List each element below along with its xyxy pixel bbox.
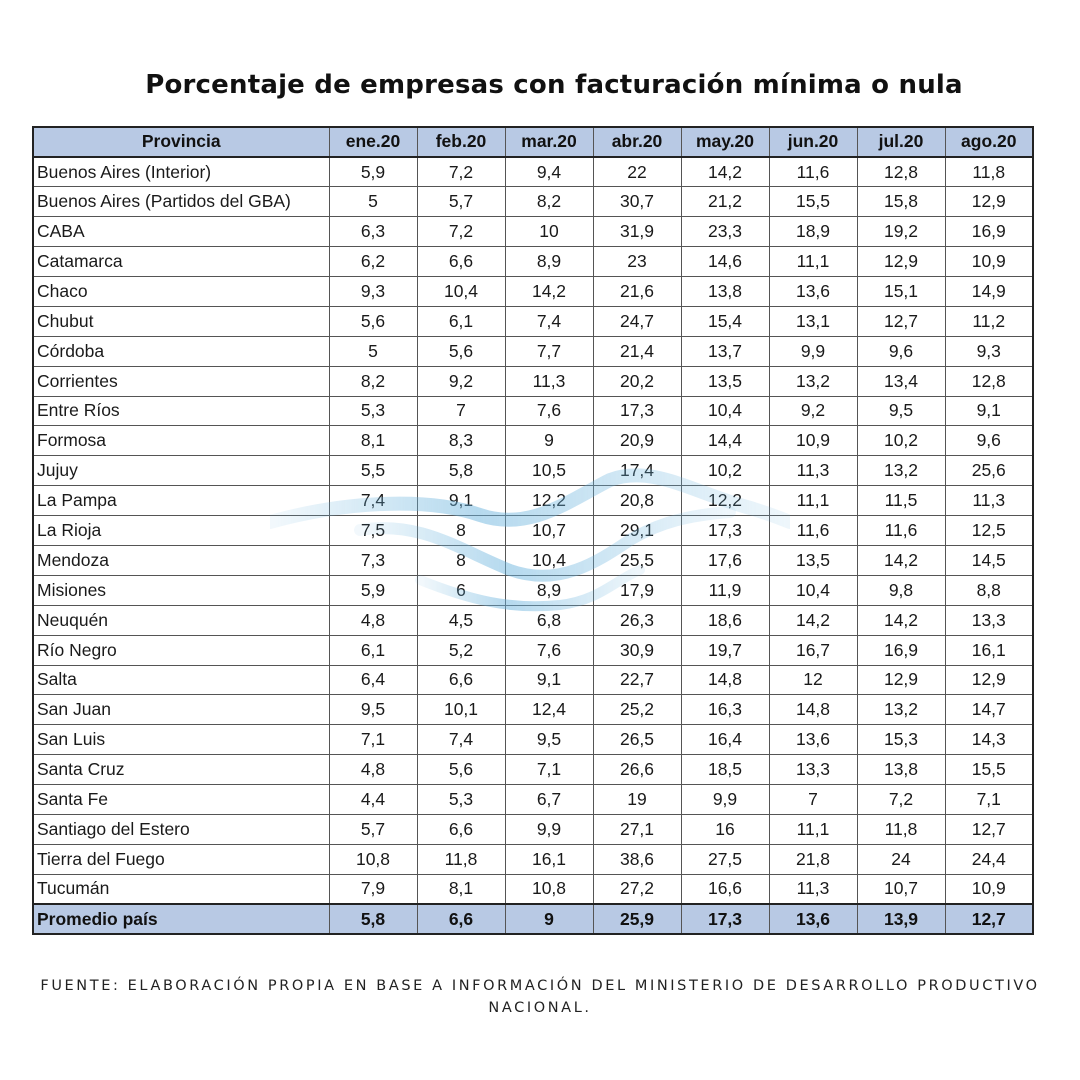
value-cell: 6,1: [417, 306, 505, 336]
value-cell: 9,3: [945, 336, 1033, 366]
value-cell: 18,9: [769, 217, 857, 247]
value-cell: 26,6: [593, 755, 681, 785]
province-cell: Córdoba: [33, 336, 329, 366]
province-cell: Entre Ríos: [33, 396, 329, 426]
value-cell: 5,8: [329, 904, 417, 934]
value-cell: 12,2: [505, 486, 593, 516]
value-cell: 14,6: [681, 247, 769, 277]
value-cell: 11,1: [769, 247, 857, 277]
value-cell: 15,3: [857, 725, 945, 755]
value-cell: 7,2: [417, 217, 505, 247]
value-cell: 12,8: [857, 157, 945, 187]
value-cell: 10,4: [417, 276, 505, 306]
value-cell: 15,4: [681, 306, 769, 336]
value-cell: 16,9: [857, 635, 945, 665]
value-cell: 7,7: [505, 336, 593, 366]
column-header-month: jun.20: [769, 127, 857, 157]
value-cell: 10,2: [857, 426, 945, 456]
value-cell: 13,5: [769, 545, 857, 575]
value-cell: 27,2: [593, 874, 681, 904]
province-cell: San Juan: [33, 695, 329, 725]
value-cell: 12,9: [857, 247, 945, 277]
value-cell: 13,6: [769, 276, 857, 306]
value-cell: 9,9: [505, 814, 593, 844]
province-cell: La Pampa: [33, 486, 329, 516]
value-cell: 25,6: [945, 456, 1033, 486]
value-cell: 29,1: [593, 516, 681, 546]
value-cell: 12,2: [681, 486, 769, 516]
value-cell: 12,7: [945, 904, 1033, 934]
value-cell: 12,9: [857, 665, 945, 695]
value-cell: 10: [505, 217, 593, 247]
value-cell: 26,3: [593, 605, 681, 635]
column-header-provincia: Provincia: [33, 127, 329, 157]
table-row: [33, 755, 1033, 785]
value-cell: 22: [593, 157, 681, 187]
value-cell: 7,4: [329, 486, 417, 516]
value-cell: 10,9: [769, 426, 857, 456]
value-cell: 12,7: [945, 814, 1033, 844]
value-cell: 9,1: [505, 665, 593, 695]
value-cell: 14,2: [681, 157, 769, 187]
table-row: [33, 426, 1033, 456]
value-cell: 7,5: [329, 516, 417, 546]
value-cell: 30,7: [593, 187, 681, 217]
value-cell: 16,4: [681, 725, 769, 755]
value-cell: 17,3: [681, 516, 769, 546]
value-cell: 13,7: [681, 336, 769, 366]
value-cell: 8,2: [329, 366, 417, 396]
table-row: [33, 665, 1033, 695]
value-cell: 11,3: [945, 486, 1033, 516]
value-cell: 7,2: [857, 785, 945, 815]
value-cell: 10,9: [945, 874, 1033, 904]
table-row: [33, 635, 1033, 665]
value-cell: 5,6: [329, 306, 417, 336]
table-row: [33, 844, 1033, 874]
value-cell: 6,6: [417, 247, 505, 277]
value-cell: 26,5: [593, 725, 681, 755]
table-row: [33, 605, 1033, 635]
value-cell: 12,9: [945, 187, 1033, 217]
value-cell: 11,6: [857, 516, 945, 546]
value-cell: 9,5: [857, 396, 945, 426]
value-cell: 25,2: [593, 695, 681, 725]
value-cell: 6,1: [329, 635, 417, 665]
value-cell: 5,3: [329, 396, 417, 426]
value-cell: 11,3: [769, 456, 857, 486]
value-cell: 6,7: [505, 785, 593, 815]
value-cell: 7,2: [417, 157, 505, 187]
province-cell: Río Negro: [33, 635, 329, 665]
province-cell: Buenos Aires (Interior): [33, 157, 329, 187]
value-cell: 38,6: [593, 844, 681, 874]
value-cell: 25,5: [593, 545, 681, 575]
value-cell: 11,1: [769, 486, 857, 516]
value-cell: 19,2: [857, 217, 945, 247]
value-cell: 13,2: [769, 366, 857, 396]
province-cell: Corrientes: [33, 366, 329, 396]
value-cell: 13,3: [945, 605, 1033, 635]
value-cell: 12,5: [945, 516, 1033, 546]
source-note: FUENTE: ELABORACIÓN PROPIA EN BASE A INFORMACIÓN DEL MINISTERIO DE DESARROLLO PRODUCTIVO NACIONAL.: [40, 978, 1040, 1016]
value-cell: 7,1: [945, 785, 1033, 815]
value-cell: 16,3: [681, 695, 769, 725]
value-cell: 5,9: [329, 157, 417, 187]
value-cell: 7,1: [505, 755, 593, 785]
value-cell: 16: [681, 814, 769, 844]
value-cell: 4,4: [329, 785, 417, 815]
table-row: [33, 874, 1033, 904]
value-cell: 9,6: [857, 336, 945, 366]
table-row: [33, 725, 1033, 755]
value-cell: 17,4: [593, 456, 681, 486]
value-cell: 10,7: [505, 516, 593, 546]
value-cell: 21,2: [681, 187, 769, 217]
value-cell: 20,9: [593, 426, 681, 456]
value-cell: 13,6: [769, 904, 857, 934]
value-cell: 15,5: [945, 755, 1033, 785]
value-cell: 16,6: [681, 874, 769, 904]
value-cell: 5,3: [417, 785, 505, 815]
column-header-month: may.20: [681, 127, 769, 157]
value-cell: 24,7: [593, 306, 681, 336]
value-cell: 14,8: [681, 665, 769, 695]
province-cell: Chaco: [33, 276, 329, 306]
province-cell: San Luis: [33, 725, 329, 755]
value-cell: 11,8: [417, 844, 505, 874]
column-header-month: abr.20: [593, 127, 681, 157]
province-cell: Santa Fe: [33, 785, 329, 815]
value-cell: 9,9: [681, 785, 769, 815]
province-cell: Buenos Aires (Partidos del GBA): [33, 187, 329, 217]
value-cell: 8: [417, 545, 505, 575]
value-cell: 8: [417, 516, 505, 546]
value-cell: 5,6: [417, 336, 505, 366]
value-cell: 4,8: [329, 755, 417, 785]
table-row: [33, 336, 1033, 366]
value-cell: 31,9: [593, 217, 681, 247]
value-cell: 9,1: [945, 396, 1033, 426]
province-cell: Tierra del Fuego: [33, 844, 329, 874]
value-cell: 5,2: [417, 635, 505, 665]
table-row: [33, 217, 1033, 247]
value-cell: 14,7: [945, 695, 1033, 725]
value-cell: 11,3: [505, 366, 593, 396]
value-cell: 10,7: [857, 874, 945, 904]
value-cell: 17,3: [681, 904, 769, 934]
column-header-month: ene.20: [329, 127, 417, 157]
table-row: [33, 396, 1033, 426]
value-cell: 5,7: [329, 814, 417, 844]
value-cell: 7: [769, 785, 857, 815]
value-cell: 16,7: [769, 635, 857, 665]
value-cell: 13,6: [769, 725, 857, 755]
column-header-month: mar.20: [505, 127, 593, 157]
value-cell: 9,5: [329, 695, 417, 725]
column-header-month: feb.20: [417, 127, 505, 157]
value-cell: 4,5: [417, 605, 505, 635]
value-cell: 14,2: [857, 545, 945, 575]
province-cell: Jujuy: [33, 456, 329, 486]
value-cell: 14,2: [857, 605, 945, 635]
value-cell: 21,4: [593, 336, 681, 366]
value-cell: 27,1: [593, 814, 681, 844]
value-cell: 5,6: [417, 755, 505, 785]
data-table: [32, 126, 1034, 935]
column-header-month: ago.20: [945, 127, 1033, 157]
value-cell: 9,2: [769, 396, 857, 426]
column-header-month: jul.20: [857, 127, 945, 157]
value-cell: 9,4: [505, 157, 593, 187]
value-cell: 12,7: [857, 306, 945, 336]
value-cell: 10,4: [505, 545, 593, 575]
value-cell: 10,1: [417, 695, 505, 725]
table-body: [33, 157, 1033, 934]
value-cell: 15,8: [857, 187, 945, 217]
value-cell: 8,2: [505, 187, 593, 217]
value-cell: 9,6: [945, 426, 1033, 456]
value-cell: 7,6: [505, 396, 593, 426]
province-cell: Tucumán: [33, 874, 329, 904]
value-cell: 11,3: [769, 874, 857, 904]
value-cell: 6,2: [329, 247, 417, 277]
table-row: [33, 545, 1033, 575]
value-cell: 9,1: [417, 486, 505, 516]
value-cell: 24,4: [945, 844, 1033, 874]
value-cell: 16,1: [945, 635, 1033, 665]
value-cell: 5: [329, 187, 417, 217]
value-cell: 9,8: [857, 575, 945, 605]
value-cell: 10,2: [681, 456, 769, 486]
value-cell: 5,9: [329, 575, 417, 605]
value-cell: 11,6: [769, 157, 857, 187]
province-cell: Santiago del Estero: [33, 814, 329, 844]
value-cell: 11,6: [769, 516, 857, 546]
value-cell: 8,1: [417, 874, 505, 904]
value-cell: 14,8: [769, 695, 857, 725]
value-cell: 11,5: [857, 486, 945, 516]
value-cell: 30,9: [593, 635, 681, 665]
table-row: [33, 187, 1033, 217]
table-row: [33, 456, 1033, 486]
value-cell: 20,2: [593, 366, 681, 396]
table-header-row: [33, 127, 1033, 157]
province-cell: Catamarca: [33, 247, 329, 277]
table-row: [33, 306, 1033, 336]
value-cell: 11,9: [681, 575, 769, 605]
value-cell: 6,6: [417, 814, 505, 844]
value-cell: 12,9: [945, 665, 1033, 695]
value-cell: 8,9: [505, 247, 593, 277]
value-cell: 10,8: [505, 874, 593, 904]
table-row: [33, 247, 1033, 277]
value-cell: 14,5: [945, 545, 1033, 575]
value-cell: 12,4: [505, 695, 593, 725]
value-cell: 17,9: [593, 575, 681, 605]
value-cell: 11,8: [945, 157, 1033, 187]
value-cell: 24: [857, 844, 945, 874]
value-cell: 7,1: [329, 725, 417, 755]
value-cell: 14,3: [945, 725, 1033, 755]
value-cell: 6,6: [417, 904, 505, 934]
value-cell: 23,3: [681, 217, 769, 247]
table-row: [33, 814, 1033, 844]
value-cell: 7,4: [417, 725, 505, 755]
value-cell: 8,9: [505, 575, 593, 605]
value-cell: 13,2: [857, 695, 945, 725]
value-cell: 13,3: [769, 755, 857, 785]
value-cell: 6,6: [417, 665, 505, 695]
value-cell: 5: [329, 336, 417, 366]
table-row: [33, 157, 1033, 187]
value-cell: 20,8: [593, 486, 681, 516]
value-cell: 18,5: [681, 755, 769, 785]
value-cell: 10,4: [769, 575, 857, 605]
value-cell: 25,9: [593, 904, 681, 934]
value-cell: 13,5: [681, 366, 769, 396]
province-cell: Santa Cruz: [33, 755, 329, 785]
value-cell: 15,1: [857, 276, 945, 306]
value-cell: 9: [505, 904, 593, 934]
value-cell: 8,1: [329, 426, 417, 456]
value-cell: 23: [593, 247, 681, 277]
value-cell: 12: [769, 665, 857, 695]
value-cell: 9,3: [329, 276, 417, 306]
summary-row: [33, 904, 1033, 934]
value-cell: 21,6: [593, 276, 681, 306]
chart-title: Porcentaje de empresas con facturación mínima o nula: [145, 70, 963, 100]
value-cell: 14,9: [945, 276, 1033, 306]
province-cell: CABA: [33, 217, 329, 247]
table-row: [33, 276, 1033, 306]
value-cell: 6,4: [329, 665, 417, 695]
value-cell: 14,2: [505, 276, 593, 306]
value-cell: 19: [593, 785, 681, 815]
value-cell: 9,2: [417, 366, 505, 396]
province-cell: La Rioja: [33, 516, 329, 546]
value-cell: 13,8: [681, 276, 769, 306]
province-cell: Promedio país: [33, 904, 329, 934]
value-cell: 5,7: [417, 187, 505, 217]
value-cell: 17,3: [593, 396, 681, 426]
value-cell: 11,2: [945, 306, 1033, 336]
value-cell: 7,3: [329, 545, 417, 575]
value-cell: 14,4: [681, 426, 769, 456]
value-cell: 10,4: [681, 396, 769, 426]
value-cell: 8,3: [417, 426, 505, 456]
value-cell: 13,8: [857, 755, 945, 785]
value-cell: 17,6: [681, 545, 769, 575]
value-cell: 5,8: [417, 456, 505, 486]
table-row: [33, 486, 1033, 516]
value-cell: 6,3: [329, 217, 417, 247]
value-cell: 9: [505, 426, 593, 456]
value-cell: 16,9: [945, 217, 1033, 247]
table-row: [33, 695, 1033, 725]
value-cell: 21,8: [769, 844, 857, 874]
province-cell: Salta: [33, 665, 329, 695]
value-cell: 7,9: [329, 874, 417, 904]
value-cell: 18,6: [681, 605, 769, 635]
value-cell: 7,6: [505, 635, 593, 665]
table-row: [33, 785, 1033, 815]
value-cell: 7,4: [505, 306, 593, 336]
data-table-container: [32, 126, 1034, 935]
value-cell: 4,8: [329, 605, 417, 635]
value-cell: 12,8: [945, 366, 1033, 396]
value-cell: 6,8: [505, 605, 593, 635]
value-cell: 10,8: [329, 844, 417, 874]
table-row: [33, 516, 1033, 546]
value-cell: 10,9: [945, 247, 1033, 277]
province-cell: Chubut: [33, 306, 329, 336]
value-cell: 8,8: [945, 575, 1033, 605]
province-cell: Mendoza: [33, 545, 329, 575]
value-cell: 16,1: [505, 844, 593, 874]
value-cell: 13,1: [769, 306, 857, 336]
value-cell: 13,2: [857, 456, 945, 486]
table-row: [33, 366, 1033, 396]
value-cell: 9,5: [505, 725, 593, 755]
province-cell: Misiones: [33, 575, 329, 605]
value-cell: 10,5: [505, 456, 593, 486]
value-cell: 11,1: [769, 814, 857, 844]
table-row: [33, 575, 1033, 605]
value-cell: 9,9: [769, 336, 857, 366]
value-cell: 5,5: [329, 456, 417, 486]
value-cell: 19,7: [681, 635, 769, 665]
value-cell: 13,4: [857, 366, 945, 396]
value-cell: 6: [417, 575, 505, 605]
province-cell: Formosa: [33, 426, 329, 456]
value-cell: 22,7: [593, 665, 681, 695]
value-cell: 27,5: [681, 844, 769, 874]
value-cell: 11,8: [857, 814, 945, 844]
value-cell: 15,5: [769, 187, 857, 217]
value-cell: 7: [417, 396, 505, 426]
province-cell: Neuquén: [33, 605, 329, 635]
value-cell: 14,2: [769, 605, 857, 635]
value-cell: 13,9: [857, 904, 945, 934]
